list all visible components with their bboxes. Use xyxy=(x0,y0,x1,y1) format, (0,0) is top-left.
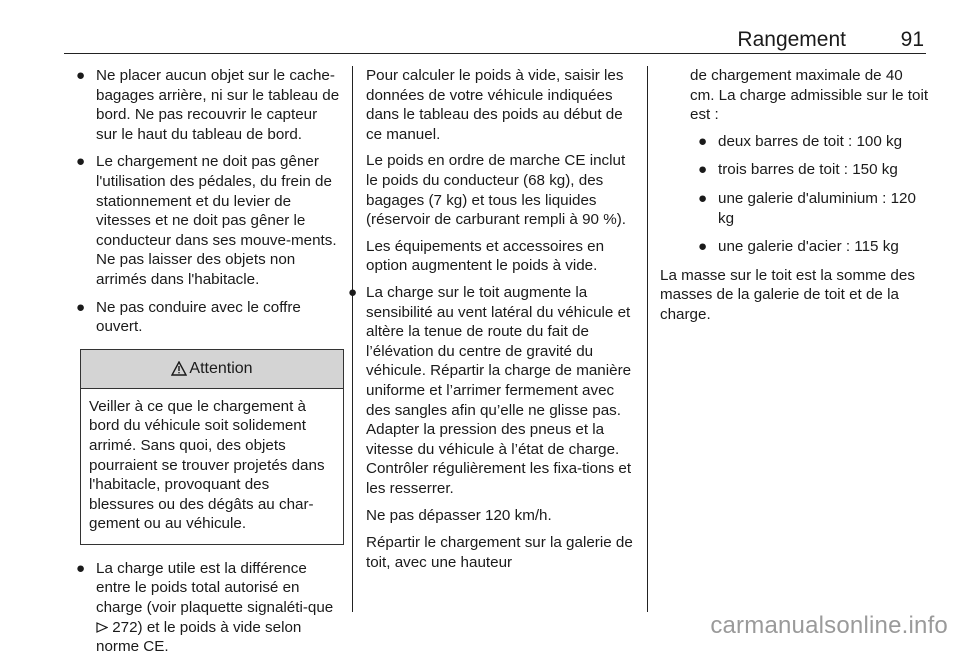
bullet-icon: ● xyxy=(698,238,708,256)
page-number: 91 xyxy=(900,28,924,51)
bullet-icon: ● xyxy=(76,559,86,577)
list-item: ● Ne pas conduire avec le coffre ouvert. xyxy=(76,298,301,336)
column-middle xyxy=(348,66,634,579)
paragraph: Ne pas dépasser 120 km/h. xyxy=(366,507,552,525)
list-item: ● La charge sur le toit augmente la sensibilité au vent latéral du véhicule et altère la tenue de route du fait de l’élévation du centre de gravité du véhicule. Répartir la charge de manière uniforme et l’arrimer fermement avec des sangles afin qu’elle ne glisse pas. Adapter la pression des pneus et la vitesse du véhicule à l’état de charge. Contrôler régulièrement les fixa-tions et les resserrer. xyxy=(348,283,632,497)
list-item: ● une galerie d'acier : 115 kg xyxy=(698,238,899,256)
paragraph: La masse sur le toit est la somme des masses de la galerie de toit et de la charge. xyxy=(660,266,915,323)
bullet-icon: ● xyxy=(76,298,86,316)
attention-header xyxy=(81,350,343,389)
page-reference-icon xyxy=(96,622,108,633)
bullet-icon: ● xyxy=(76,153,86,171)
paragraph: Le poids en ordre de marche CE inclut le poids du conducteur (68 kg), des bagages (7 kg) et tous les liquides (réservoir de carburant rempli à 90 %). xyxy=(366,152,626,229)
list-item: ● Le chargement ne doit pas gêner l'utilisation des pédales, du frein de stationnement et du levier de vitesses et ne doit pas gêner le conducteur dans ses mouve-ments. Ne pas laisser des objets non arrimés dans l'habitacle. xyxy=(76,153,337,288)
bullet-icon: ● xyxy=(698,132,708,150)
watermark-text: carmanualsonline.info xyxy=(710,612,948,639)
bullet-icon: ● xyxy=(76,67,86,84)
list-item: ● trois barres de toit : 150 kg xyxy=(698,161,898,179)
header-rule xyxy=(64,53,926,54)
list-item: ● La charge utile est la différence entre le poids total autorisé en charge (voir plaquette signaléti-que 272) et le poids à vide selon norme CE. xyxy=(76,559,334,656)
paragraph: Répartir le chargement sur la galerie de toit, avec une hauteur xyxy=(366,534,633,571)
section-title: Rangement xyxy=(737,28,846,51)
attention-title: Attention xyxy=(189,359,253,377)
warning-triangle-icon xyxy=(171,361,187,376)
column-right xyxy=(662,66,930,332)
column-divider xyxy=(647,66,648,612)
list-item: ● Ne placer aucun objet sur le cache-bagages arrière, ni sur le tableau de bord. Ne pas recouvrir le capteur sur le haut du tableau de bord. xyxy=(76,67,340,143)
page-header xyxy=(64,24,926,54)
paragraph: Les équipements et accessoires en option augmentent le poids à vide. xyxy=(366,237,605,275)
attention-text: Veiller à ce que le chargement à bord du véhicule soit solidement arrimé. Sans quoi, des objets pourraient se trouver projetés dans l'habitacle, provoquant des blessures ou des dégâts au char-gement ou au véhicule. xyxy=(89,397,325,533)
list-item: ● deux barres de toit : 100 kg xyxy=(698,132,903,150)
bullet-icon: ● xyxy=(698,161,708,179)
list-item: ● une galerie d'aluminium : 120 kg xyxy=(698,189,916,227)
attention-box xyxy=(80,349,344,545)
paragraph: Pour calculer le poids à vide, saisir les données de votre véhicule indiquées dans le tableau des poids au début de ce manuel. xyxy=(366,67,624,143)
column-left xyxy=(64,66,342,665)
bullet-icon: ● xyxy=(348,283,358,301)
paragraph: de chargement maximale de 40 cm. La charge admissible sur le toit est : xyxy=(690,67,929,124)
bullet-icon: ● xyxy=(698,189,708,207)
